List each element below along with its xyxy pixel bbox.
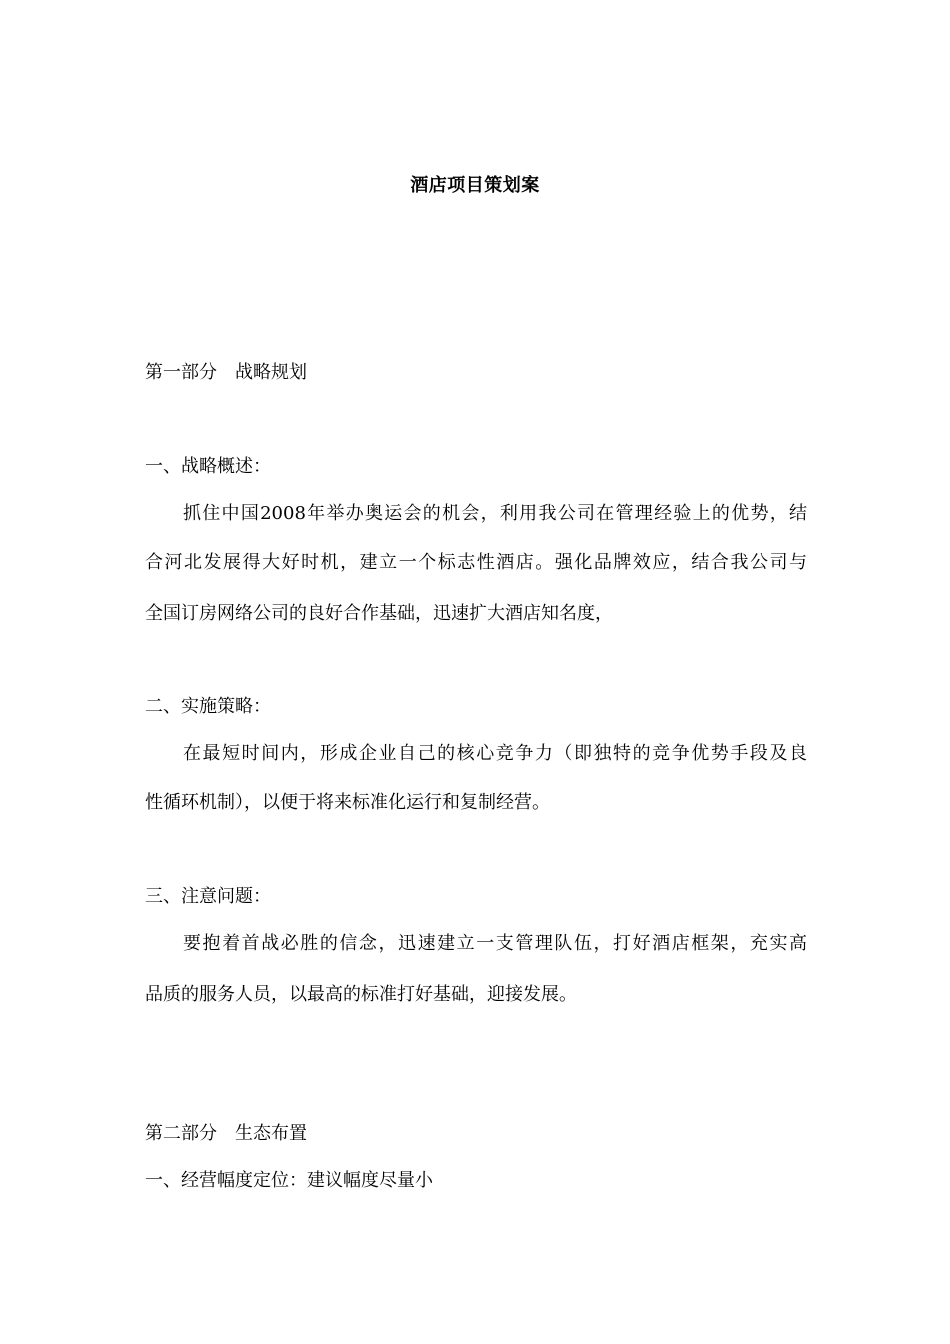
part2-label: 第二部分 xyxy=(145,1123,217,1144)
part1-section1-heading: 一、战略概述： xyxy=(145,456,271,477)
part2-name: 生态布置 xyxy=(235,1123,307,1144)
part1-section2-line1: 在最短时间内，形成企业自己的核心竞争力（即独特的竞争优势手段及良 xyxy=(183,743,807,764)
part1-section2-line2: 性循环机制），以便于将来标准化运行和复制经营。 xyxy=(145,792,550,813)
part2-heading xyxy=(145,1121,807,1147)
part1-section3-line1: 要抱着首战必胜的信念，迅速建立一支管理队伍，打好酒店框架，充实高 xyxy=(183,933,807,954)
part1-section3-line2: 品质的服务人员，以最高的标准打好基础，迎接发展。 xyxy=(145,984,577,1005)
part1-section1-line3: 全国订房网络公司的良好合作基础，迅速扩大酒店知名度， xyxy=(145,603,613,624)
document-title: 酒店项目策划案 xyxy=(410,175,540,196)
part1-heading xyxy=(145,360,807,386)
part1-section3-heading: 三、注意问题： xyxy=(145,886,271,907)
part1-name: 战略规划 xyxy=(235,362,307,383)
part2-section1-heading: 一、经营幅度定位：建议幅度尽量小 xyxy=(145,1170,433,1191)
part1-section1-line1: 抓住中国2008年举办奥运会的机会，利用我公司在管理经验上的优势，结 xyxy=(183,503,807,524)
part1-section2-heading: 二、实施策略： xyxy=(145,696,271,717)
part1-label: 第一部分 xyxy=(145,362,217,383)
part1-section1-line2: 合河北发展得大好时机，建立一个标志性酒店。强化品牌效应，结合我公司与 xyxy=(145,552,807,573)
